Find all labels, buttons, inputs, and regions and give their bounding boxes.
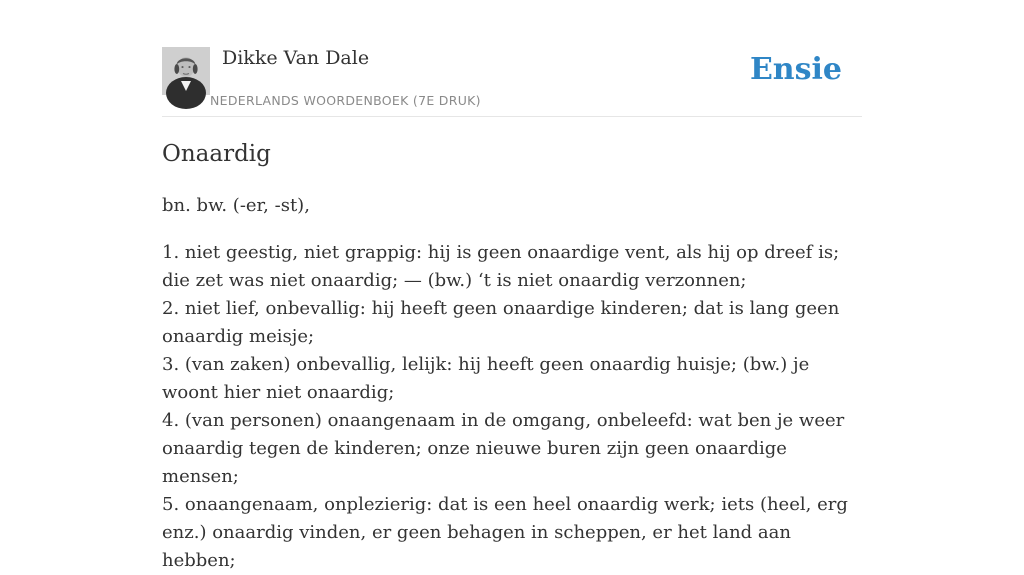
- source-avatar[interactable]: [162, 47, 210, 95]
- grammar-info: bn. bw. (-er, -st),: [162, 195, 310, 216]
- portrait-photo-icon: [162, 47, 210, 95]
- source-name[interactable]: Dikke Van Dale: [222, 47, 370, 69]
- entry-title: Onaardig: [162, 141, 271, 167]
- source-header: [162, 0, 862, 117]
- brand-logo[interactable]: Ensie: [749, 52, 842, 87]
- definition-item: 2. niet lief, onbevallig: hij heeft geen onaardige kinderen; dat is lang geen onaardig meisje;: [162, 298, 840, 347]
- definition-item: 3. (van zaken) onbevallig, lelijk: hij heeft geen onaardig huisje; (bw.) je woont hier niet onaardig;: [162, 354, 810, 403]
- source-subtitle: NEDERLANDS WOORDENBOEK (7E DRUK): [210, 93, 481, 108]
- entry-content: [162, 134, 862, 575]
- definition-list: [162, 239, 862, 575]
- definition-item: 5. onaangenaam, onplezierig: dat is een heel onaardig werk; iets (heel, erg enz.) onaardig vinden, er geen behagen in scheppen, er het land aan hebben;: [162, 494, 848, 571]
- definition-item: 1. niet geestig, niet grappig: hij is geen onaardige vent, als hij op dreef is; die zet was niet onaardig; — (bw.) ‘t is niet onaardig verzonnen;: [162, 242, 840, 291]
- definition-item: 4. (van personen) onaangenaam in de omgang, onbeleefd: wat ben je weer onaardig tegen de kinderen; onze nieuwe buren zijn geen onaardige mensen;: [162, 410, 845, 487]
